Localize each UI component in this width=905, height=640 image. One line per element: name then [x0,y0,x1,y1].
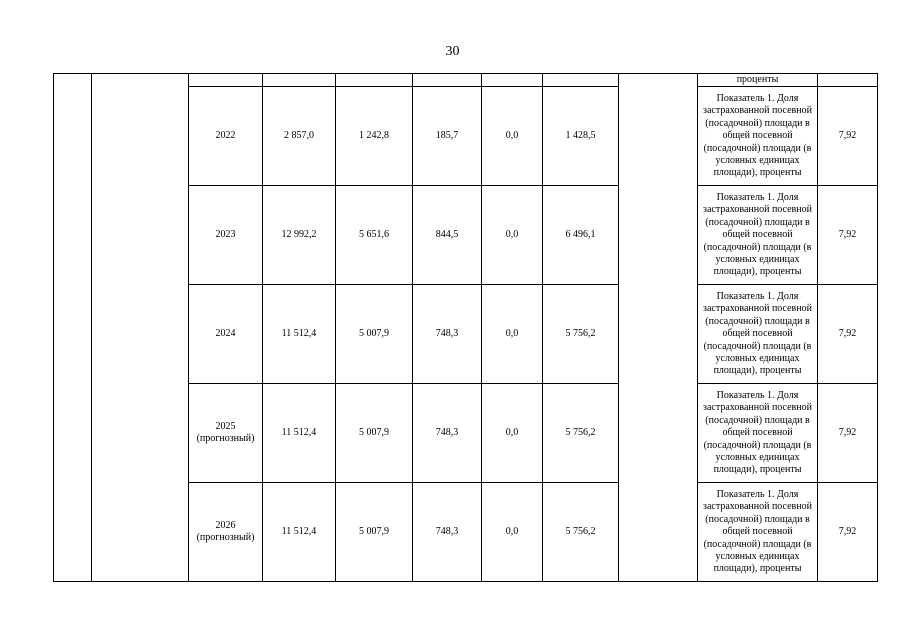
target-cell [818,483,878,582]
year-cell [189,384,263,483]
value-regional: 844,5 [435,229,459,241]
value-cell [336,74,413,87]
value-cell [543,186,619,285]
executor-cell [619,74,698,582]
value-cell [413,87,482,186]
target-value: 7,92 [838,130,857,142]
year-label: 2023 [215,229,236,241]
value-total: 2 857,0 [284,130,314,142]
target-cell [818,186,878,285]
value-cell [263,186,336,285]
page-number: 30 [445,44,460,59]
indicator-text: Показатель 1. Доля застрахованной посевной (посадочной) площади в общей посевной (посадочной) площади (в условных единицах площади), проценты [703,92,812,179]
value-cell [263,87,336,186]
value-cell [543,384,619,483]
value-cell [413,74,482,87]
target-value: 7,92 [838,229,857,241]
indicator-text: Показатель 1. Доля застрахованной посевной (посадочной) площади в общей посевной (посадочной) площади (в условных единицах площади), проценты [703,191,812,278]
value-regional: 748,3 [435,427,459,439]
value-cell [263,285,336,384]
year-label: 2024 [215,328,236,340]
year-cell [189,74,263,87]
value-local: 0,0 [505,229,519,241]
indicator-text: Показатель 1. Доля застрахованной посевной (посадочной) площади в общей посевной (посадочной) площади (в условных единицах площади), проценты [703,488,812,575]
target-cell [818,87,878,186]
indicator-cell [698,87,818,186]
value-cell [482,384,543,483]
year-note: (прогнозный) [196,433,255,445]
number-cell [54,74,92,582]
program-table [53,73,878,582]
value-other: 5 756,2 [565,526,596,538]
value-federal: 5 007,9 [359,427,389,439]
value-total: 11 512,4 [281,526,317,538]
value-other: 5 756,2 [565,328,596,340]
value-other: 6 496,1 [565,229,596,241]
year-cell [189,87,263,186]
value-cell [263,384,336,483]
value-total: 12 992,2 [281,229,317,241]
target-value: 7,92 [838,526,857,538]
value-cell [336,384,413,483]
value-cell [263,74,336,87]
value-federal: 5 651,6 [359,229,389,241]
year-label: 2025 [215,421,236,432]
value-other: 1 428,5 [565,130,596,142]
value-cell [336,186,413,285]
value-cell [336,285,413,384]
target-cell [818,74,878,87]
target-cell [818,285,878,384]
value-cell [543,74,619,87]
value-cell [413,483,482,582]
value-cell [482,74,543,87]
indicator-text: проценты [736,74,779,85]
value-local: 0,0 [505,328,519,340]
value-federal: 5 007,9 [359,328,389,340]
indicator-cell [698,384,818,483]
value-cell [482,285,543,384]
value-regional: 748,3 [435,328,459,340]
value-cell [482,186,543,285]
value-total: 11 512,4 [281,328,317,340]
value-other: 5 756,2 [565,427,596,439]
indicator-text: Показатель 1. Доля застрахованной посевной (посадочной) площади в общей посевной (посадочной) площади (в условных единицах площади), проценты [703,389,812,476]
value-cell [543,285,619,384]
target-value: 7,92 [838,328,857,340]
value-federal: 5 007,9 [359,526,389,538]
value-regional: 185,7 [435,130,459,142]
target-value: 7,92 [838,427,857,439]
value-total: 11 512,4 [281,427,317,439]
value-cell [336,87,413,186]
indicator-cell [698,483,818,582]
value-cell [413,384,482,483]
value-cell [543,87,619,186]
indicator-cell [698,186,818,285]
value-cell [482,483,543,582]
year-cell [189,483,263,582]
value-federal: 1 242,8 [359,130,389,142]
year-label: 2022 [215,130,236,142]
value-cell [263,483,336,582]
value-cell [543,483,619,582]
value-local: 0,0 [505,427,519,439]
value-cell [413,186,482,285]
indicator-cell [698,285,818,384]
year-cell [189,285,263,384]
year-label: 2026 [215,520,236,531]
value-local: 0,0 [505,130,519,142]
table-row-continued [54,74,878,87]
year-cell [189,186,263,285]
name-cell [92,74,189,582]
value-local: 0,0 [505,526,519,538]
value-cell [336,483,413,582]
year-note: (прогнозный) [196,532,255,544]
indicator-text: Показатель 1. Доля застрахованной посевной (посадочной) площади в общей посевной (посадочной) площади (в условных единицах площади), проценты [703,290,812,377]
target-cell [818,384,878,483]
value-regional: 748,3 [435,526,459,538]
value-cell [482,87,543,186]
value-cell [413,285,482,384]
indicator-cell [698,74,818,87]
